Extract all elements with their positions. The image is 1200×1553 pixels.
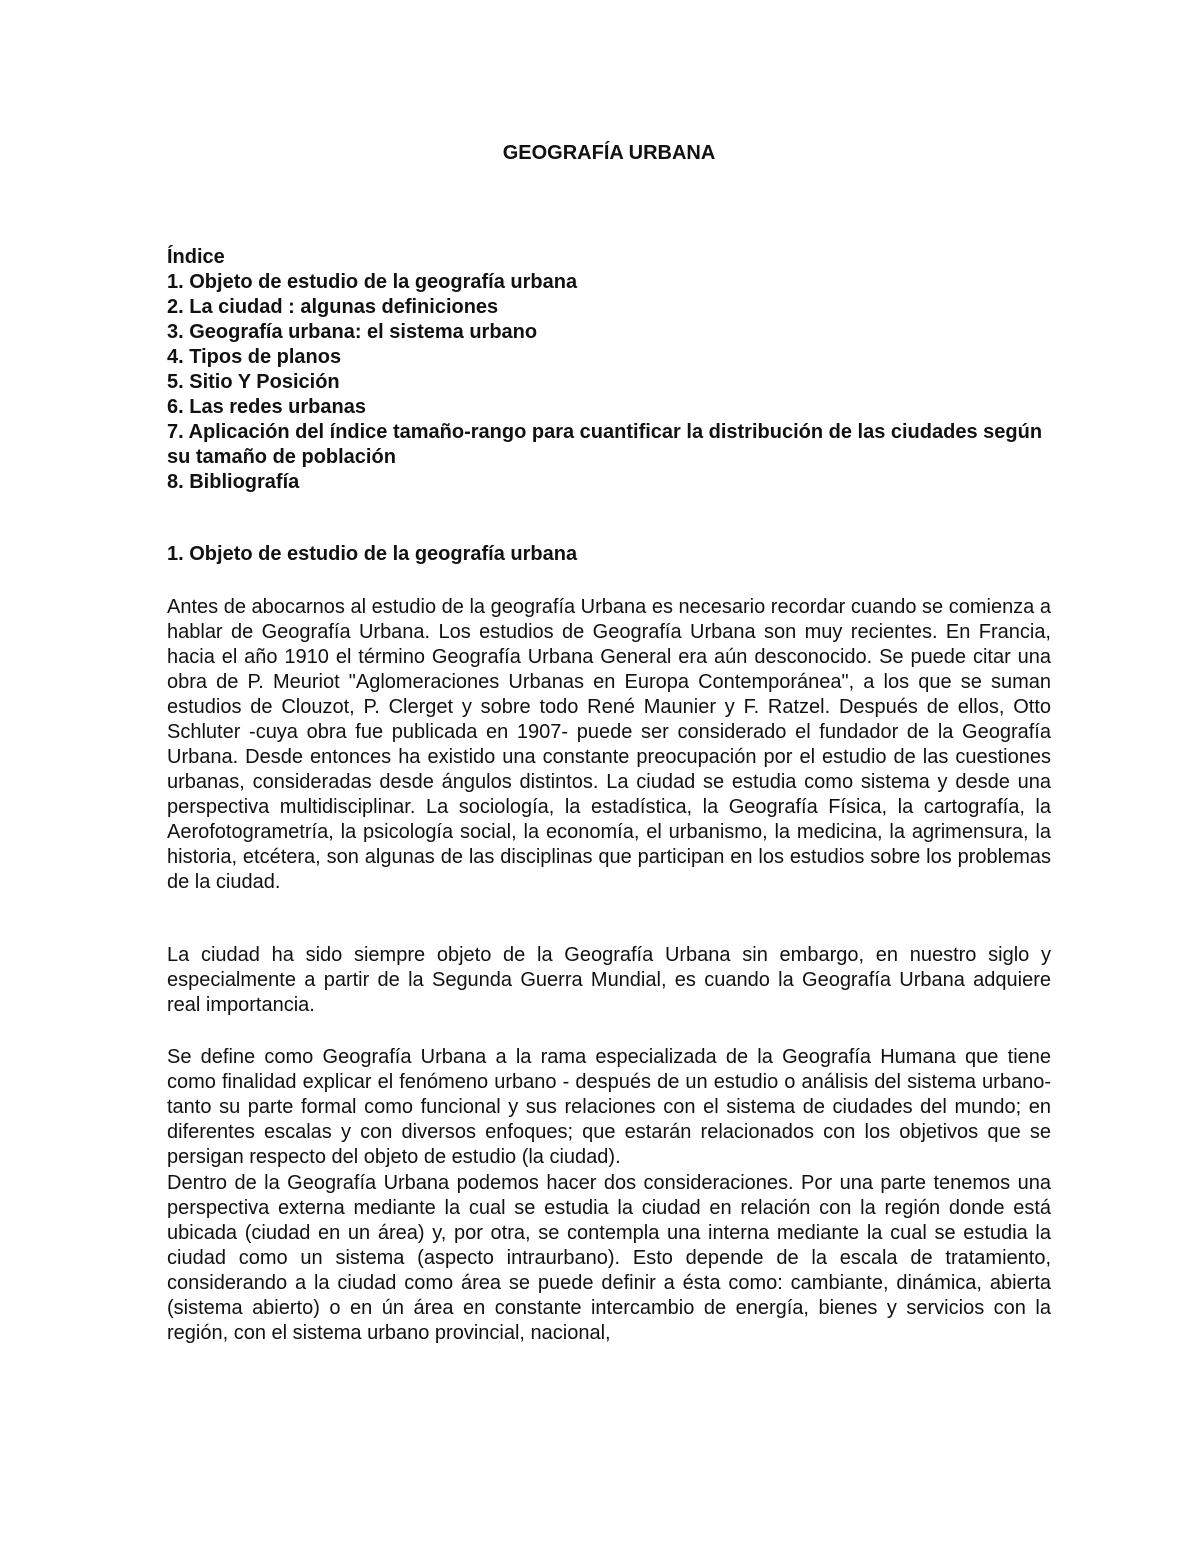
document-title: GEOGRAFÍA URBANA bbox=[502, 142, 716, 164]
toc-item: 2. La ciudad : algunas definiciones bbox=[167, 296, 499, 318]
toc-item: 3. Geografía urbana: el sistema urbano bbox=[167, 321, 538, 343]
section-heading: 1. Objeto de estudio de la geografía urbana bbox=[167, 543, 578, 565]
table-of-contents bbox=[167, 245, 1051, 495]
toc-item: 7. Aplicación del índice tamaño-rango para cuantificar la distribución de las ciudades según su tamaño de población bbox=[167, 421, 1043, 468]
toc-item: 1. Objeto de estudio de la geografía urbana bbox=[167, 271, 578, 293]
toc-item: 5. Sitio Y Posición bbox=[167, 371, 340, 393]
body-paragraph: Antes de abocarnos al estudio de la geografía Urbana es necesario recordar cuando se comienza a hablar de Geografía Urbana. Los estudios de Geografía Urbana son muy recientes. En Francia, hacia el año 1910 el término Geografía Urbana General era aún desconocido. Se puede citar una obra de P. Meuriot "Aglomeraciones Urbanas en Europa Contemporánea", a los que se suman estudios de Clouzot, P. Clerget y sobre todo René Maunier y F. Ratzel. Después de ellos, Otto Schluter -cuya obra fue publicada en 1907- puede ser considerado el fundador de la Geografía Urbana. Desde entonces ha existido una constante preocupación por el estudio de las cuestiones urbanas, consideradas desde ángulos distintos. La ciudad se estudia como sistema y desde una perspectiva multidisciplinar. La sociología, la estadística, la Geografía Física, la cartografía, la Aerofotogrametría, la psicología social, la economía, el urbanismo, la medicina, la agrimensura, la historia, etcétera, son algunas de las disciplinas que participan en los estudios sobre los problemas de la ciudad. bbox=[167, 596, 1051, 893]
toc-heading: Índice bbox=[167, 246, 225, 268]
toc-item: 6. Las redes urbanas bbox=[167, 396, 366, 418]
body-paragraph: Se define como Geografía Urbana a la rama especializada de la Geografía Humana que tiene como finalidad explicar el fenómeno urbano - después de un estudio o análisis del sistema urbano- tanto su parte formal como funcional y sus relaciones con el sistema de ciudades del mundo; en diferentes escalas y con diversos enfoques; que estarán relacionados con los objetivos que se persigan respecto del objeto de estudio (la ciudad). bbox=[167, 1046, 1051, 1168]
toc-item: 8. Bibliografía bbox=[167, 471, 300, 493]
body-paragraph: Dentro de la Geografía Urbana podemos hacer dos consideraciones. Por una parte tenemos una perspectiva externa mediante la cual se estudia la ciudad en relación con la región donde está ubicada (ciudad en un área) y, por otra, se contempla una interna mediante la cual se estudia la ciudad como un sistema (aspecto intraurbano). Esto depende de la escala de tratamiento, considerando a la ciudad como área se puede definir a ésta como: cambiante, dinámica, abierta (sistema abierto) o en ún área en constante intercambio de energía, bienes y servicios con la región, con el sistema urbano provincial, nacional, bbox=[167, 1172, 1051, 1344]
toc-item: 4. Tipos de planos bbox=[167, 346, 342, 368]
body-paragraph: La ciudad ha sido siempre objeto de la Geografía Urbana sin embargo, en nuestro siglo y especialmente a partir de la Segunda Guerra Mundial, es cuando la Geografía Urbana adquiere real importancia. bbox=[167, 944, 1051, 1016]
